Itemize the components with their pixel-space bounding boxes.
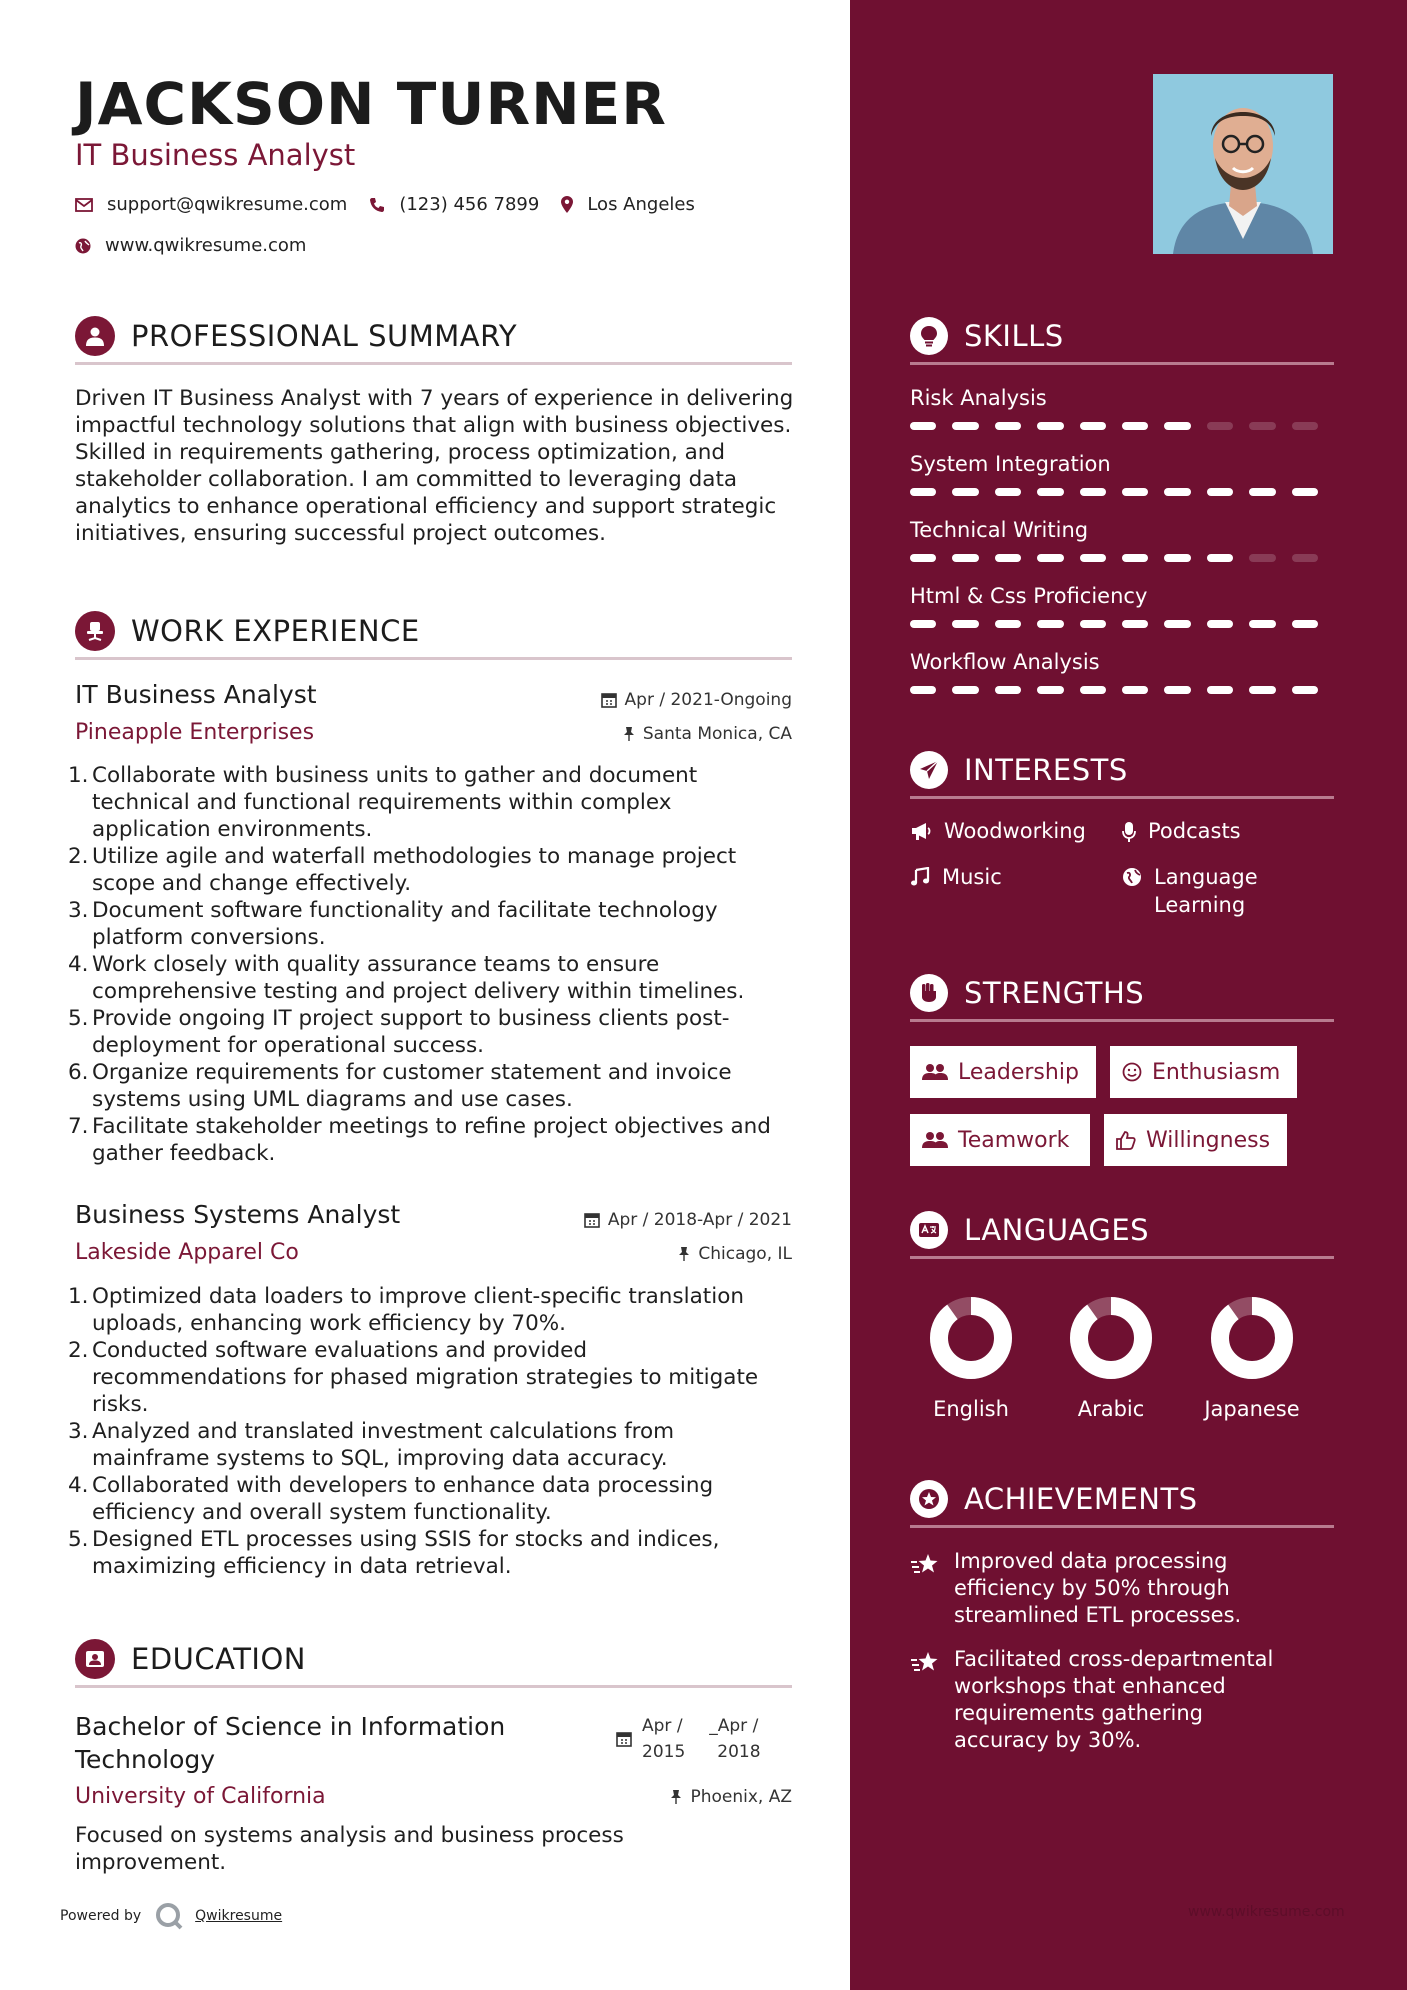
language-level-ring [1066,1293,1156,1383]
achievements-title: ACHIEVEMENTS [964,1481,1198,1516]
megaphone-icon [910,821,932,841]
ring-fill [1079,1306,1143,1370]
rating-dash [1292,422,1318,430]
rating-dash [1249,554,1275,562]
list-item: 5. Provide ongoing IT project support to business clients post-deployment for operational success. [68,1006,730,1058]
phone-icon [369,197,385,213]
language-item [1187,1293,1317,1421]
rating-dash [1080,620,1106,628]
rating-dash [1249,620,1275,628]
education-dates: Apr / 2015 _Apr / 2018 [616,1713,761,1765]
rating-dash [910,686,936,694]
experience-title: WORK EXPERIENCE [131,613,420,648]
rating-dash [1122,488,1148,496]
candidate-title: IT Business Analyst [75,138,356,172]
strengths-heading [910,966,1334,1022]
contact-row [75,194,717,215]
achievement-item: Facilitated cross-departmental workshops that enhanced requirements gathering accuracy by 30%. [910,1646,1334,1754]
rating-dash [1164,554,1190,562]
contact-phone[interactable] [369,194,539,215]
language-item [906,1293,1036,1421]
shooting-star-icon [910,1650,940,1676]
ring-fill [1220,1306,1284,1370]
rating-dash [1292,488,1318,496]
rating-dash [1037,422,1063,430]
rating-dash [1292,686,1318,694]
email-text: support@qwikresume.com [107,194,348,215]
award-star-icon [910,1480,948,1518]
job-dates: Apr / 2018-Apr / 2021 [584,1210,792,1230]
rating-dash [1037,686,1063,694]
users-icon [922,1131,948,1149]
summary-text: Driven IT Business Analyst with 7 years of experience in delivering impactful technology solutions that align with business objectives. Skilled in requirements gathering, process optimization, and stakeholder collaboration. I am committed to leveraging data analytics to enhance operational efficiency and support strategic initiatives, ensuring successful project outcomes. [75,386,794,546]
languages-title: LANGUAGES [964,1212,1150,1247]
skill-item [910,452,1334,496]
skill-item [910,518,1334,562]
rating-dash [952,686,978,694]
globe-icon [75,238,91,254]
skill-rating [910,554,1334,562]
envelope-icon [75,198,93,212]
list-item: 2. Conducted software evaluations and provided recommendations for phased migration strategies to mitigate risks. [68,1338,759,1417]
interest-item: Language Learning [1122,863,1258,919]
rating-dash [1292,554,1318,562]
rating-dash [1122,620,1148,628]
achievements-heading [910,1472,1334,1528]
rating-dash [995,554,1021,562]
job-title: Business Systems Analyst [75,1200,401,1229]
rating-dash [1037,620,1063,628]
rating-dash [1164,620,1190,628]
ring-fill [939,1306,1003,1370]
phone-text: (123) 456 7899 [399,194,540,215]
skill-label: Html & Css Proficiency [910,584,1148,608]
rating-dash [1080,422,1106,430]
paper-plane-icon [910,751,948,789]
summary-heading [75,309,792,365]
skill-rating [910,620,1334,628]
rating-dash [1249,422,1275,430]
education-description: Focused on systems analysis and business process improvement. [75,1823,624,1875]
list-item: 1. Collaborate with business units to gather and document technical and functional requirements within complex application environments. [68,763,698,842]
location-text: Los Angeles [587,194,695,215]
education-title: EDUCATION [131,1641,307,1676]
calendar-icon [616,1731,632,1747]
rating-dash [1207,422,1233,430]
skill-label: System Integration [910,452,1111,476]
graduate-icon [75,1639,115,1679]
rating-dash [995,620,1021,628]
map-pin-icon [561,196,573,213]
job-company: Lakeside Apparel Co [75,1240,299,1265]
rating-dash [1164,488,1190,496]
list-item: 3. Document software functionality and facilitate technology platform conversions. [68,898,718,950]
rating-dash [1122,686,1148,694]
contact-location [561,194,695,215]
music-note-icon [910,867,930,887]
user-icon [75,316,115,356]
school-name: University of California [75,1784,326,1809]
rating-dash [952,422,978,430]
skill-item [910,650,1334,694]
job-dates: Apr / 2021-Ongoing [601,690,792,710]
rating-dash [1080,488,1106,496]
interest-item: Podcasts [1122,817,1241,845]
experience-heading [75,604,792,660]
job-bullets [68,1283,788,1580]
achievement-item: Improved data processing efficiency by 50% through streamlined ETL processes. [910,1548,1334,1629]
strength-pill: Willingness [1104,1114,1287,1166]
contact-email[interactable] [75,194,347,215]
rating-dash [910,422,936,430]
list-item: 1. Optimized data loaders to improve client-specific translation uploads, enhancing work efficiency by 70%. [68,1284,744,1336]
language-name: Arabic [1077,1397,1145,1421]
qwikresume-logo-icon [155,1902,185,1930]
list-item: 6. Organize requirements for customer statement and invoice systems using UML diagrams and use cases. [68,1060,732,1112]
rating-dash [1164,686,1190,694]
candidate-name: JACKSON TURNER [75,70,667,138]
thumbs-up-icon [1116,1130,1136,1150]
rating-dash [1249,488,1275,496]
list-item: 3. Analyzed and translated investment calculations from mainframe systems to SQL, improving data accuracy. [68,1419,675,1471]
interests-title: INTERESTS [964,752,1128,787]
website-text: www.qwikresume.com [105,235,307,256]
list-item: 7. Facilitate stakeholder meetings to refine project objectives and gather feedback. [68,1114,771,1166]
translate-icon [910,1211,948,1249]
smile-icon [1122,1062,1142,1082]
pushpin-icon [670,1789,682,1805]
website-row [75,235,328,256]
rating-dash [1164,422,1190,430]
rating-dash [952,620,978,628]
language-level-ring [1207,1293,1297,1383]
summary-title: PROFESSIONAL SUMMARY [131,318,518,353]
list-item: 5. Designed ETL processes using SSIS for stocks and indices, maximizing efficiency in data retrieval. [68,1527,720,1579]
qwikresume-link[interactable]: Qwikresume [195,1908,283,1924]
skill-label: Workflow Analysis [910,650,1100,674]
skills-heading [910,309,1334,365]
language-item [1046,1293,1176,1421]
job-title: IT Business Analyst [75,680,317,709]
rating-dash [1080,686,1106,694]
list-item: 4. Collaborated with developers to enhance data processing efficiency and overall system functionality. [68,1473,714,1525]
microphone-icon [1122,821,1136,843]
rating-dash [995,686,1021,694]
language-name: English [933,1397,1009,1421]
strength-pill: Enthusiasm [1110,1046,1297,1098]
language-name: Japanese [1204,1397,1300,1421]
strengths-title: STRENGTHS [964,975,1145,1010]
rating-dash [1122,554,1148,562]
rating-dash [995,488,1021,496]
interests-heading [910,743,1334,799]
rating-dash [952,554,978,562]
contact-website[interactable] [75,235,306,256]
strength-pill: Leadership [910,1046,1096,1098]
job-company: Pineapple Enterprises [75,720,315,745]
job-location: Chicago, IL [678,1244,792,1264]
job-bullets [68,762,788,1167]
rating-dash [995,422,1021,430]
shooting-star-icon [910,1552,940,1578]
skill-rating [910,686,1334,694]
globe-icon [1122,867,1142,887]
pushpin-icon [678,1246,690,1262]
calendar-icon [601,692,617,708]
rating-dash [952,488,978,496]
strength-pill: Teamwork [910,1114,1090,1166]
calendar-icon [584,1212,600,1228]
office-chair-icon [75,611,115,651]
users-icon [922,1063,948,1081]
rating-dash [1037,554,1063,562]
profile-photo [1153,74,1333,254]
job-location: Santa Monica, CA [623,724,792,744]
fist-icon [910,974,948,1012]
rating-dash [1249,686,1275,694]
education-heading [75,1632,792,1688]
rating-dash [1122,422,1148,430]
interest-item: Woodworking [910,817,1086,845]
rating-dash [1037,488,1063,496]
rating-dash [1080,554,1106,562]
pushpin-icon [623,726,635,742]
watermark: www.qwikresume.com [1188,1904,1345,1920]
powered-by: Powered by Qwikresume [60,1902,282,1930]
languages-heading [910,1203,1334,1259]
list-item: 4. Work closely with quality assurance teams to ensure comprehensive testing and project delivery within timelines. [68,952,745,1004]
rating-dash [910,554,936,562]
education-location: Phoenix, AZ [670,1787,792,1807]
skills-title: SKILLS [964,318,1064,353]
rating-dash [1207,488,1233,496]
degree-title: Bachelor of Science in Information Technology [75,1712,506,1774]
skill-item [910,584,1334,628]
rating-dash [910,488,936,496]
rating-dash [910,620,936,628]
interest-item: Music [910,863,1002,891]
list-item: 2. Utilize agile and waterfall methodologies to manage project scope and change effectively. [68,844,737,896]
rating-dash [1207,620,1233,628]
skill-rating [910,488,1334,496]
skill-label: Risk Analysis [910,386,1047,410]
skill-label: Technical Writing [910,518,1089,542]
skill-rating [910,422,1334,430]
rating-dash [1207,686,1233,694]
rating-dash [1207,554,1233,562]
lightbulb-icon [910,317,948,355]
rating-dash [1292,620,1318,628]
language-level-ring [926,1293,1016,1383]
skill-item [910,386,1334,430]
